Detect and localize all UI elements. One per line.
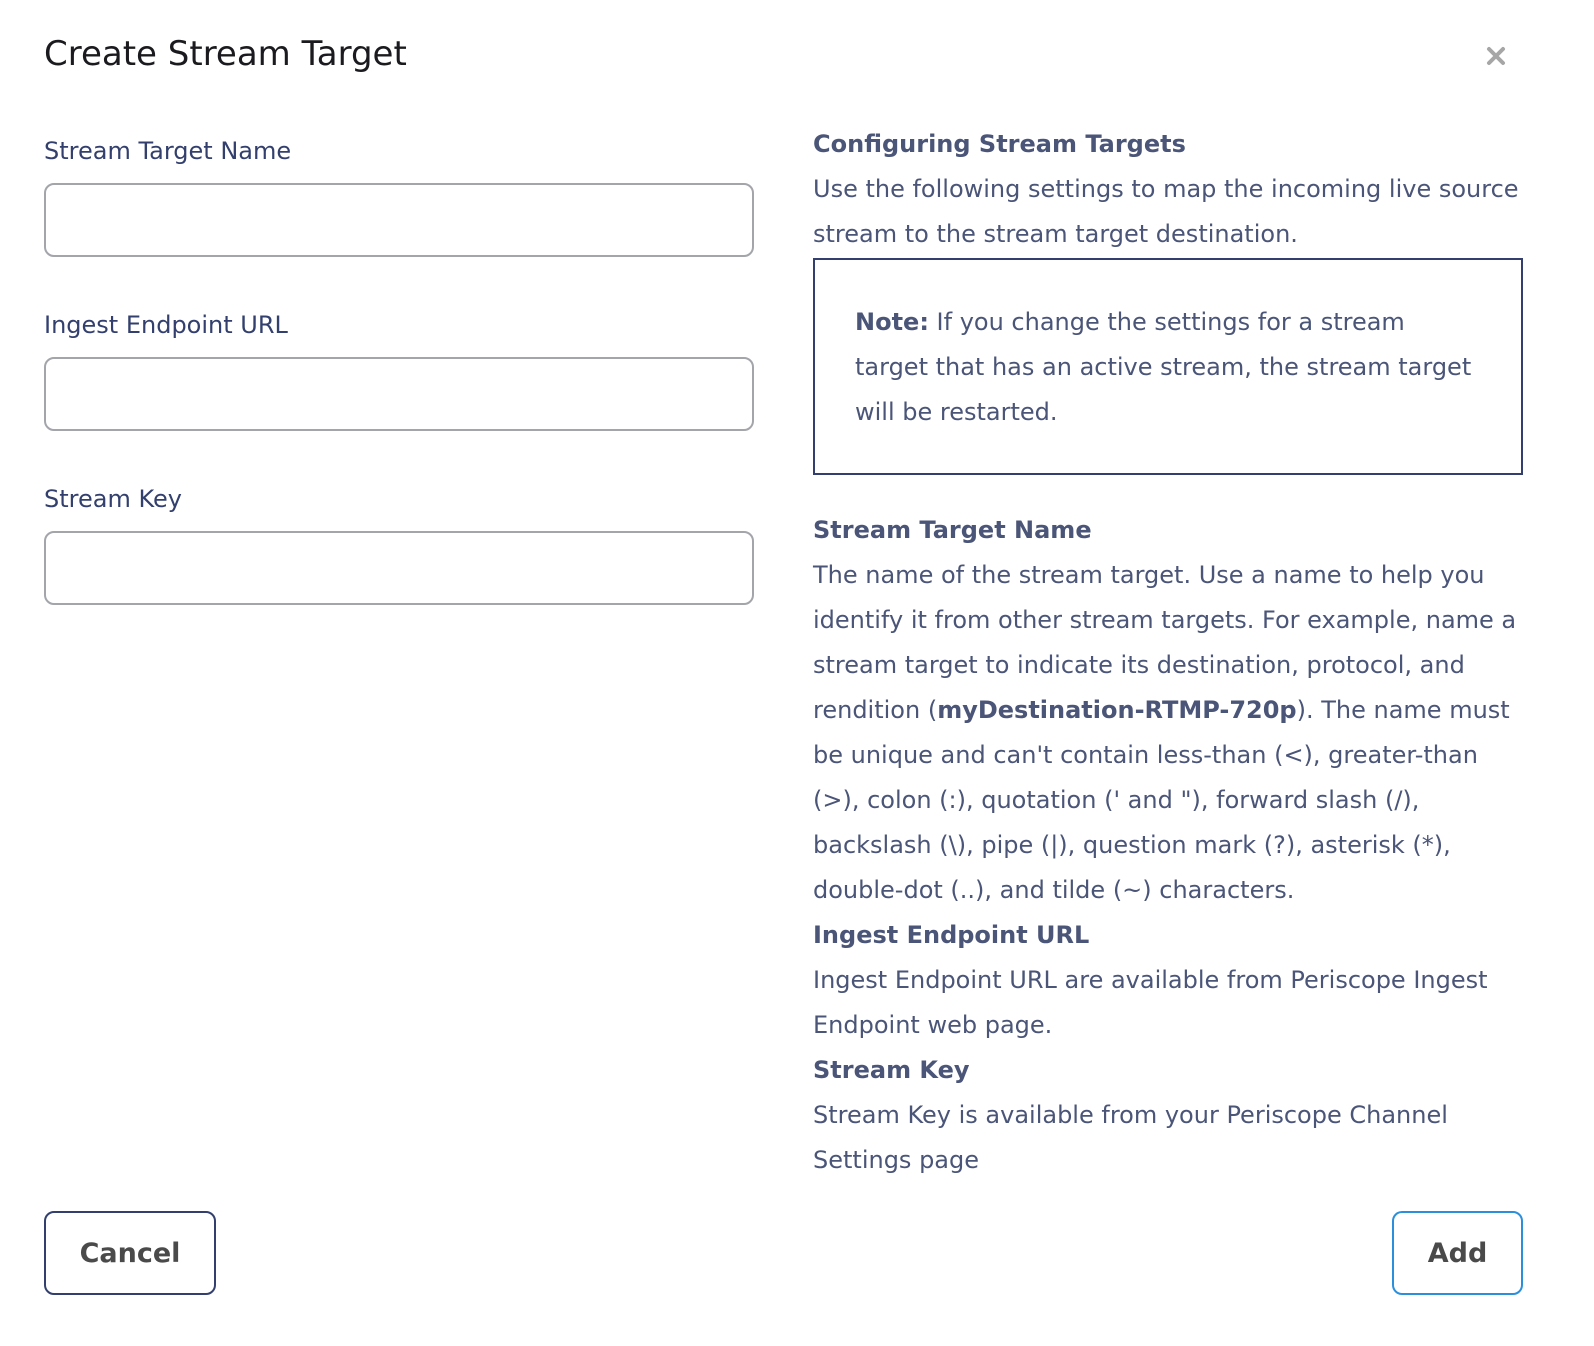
help-text-before: The name of the stream target. Use a name to help you identify it from other stream targets. For example, name a stream target to indicate its destination, protocol, and rendition ( [813, 561, 1517, 724]
ingest-endpoint-url-group [44, 308, 754, 431]
help-stream-key-heading: Stream Key [813, 1056, 970, 1084]
help-intro: Use the following settings to map the incoming live source stream to the stream target destination. [813, 175, 1519, 248]
form-column [44, 134, 754, 656]
stream-target-name-input[interactable] [44, 183, 754, 257]
stream-target-name-group [44, 134, 754, 257]
help-heading: Configuring Stream Targets [813, 130, 1186, 158]
note-label: Note: [855, 308, 929, 336]
help-ingest-endpoint-heading: Ingest Endpoint URL [813, 921, 1090, 949]
stream-target-name-label: Stream Target Name [44, 137, 292, 165]
help-panel [813, 122, 1525, 1183]
ingest-endpoint-url-input[interactable] [44, 357, 754, 431]
add-button[interactable]: Add [1392, 1211, 1523, 1295]
close-icon [1486, 46, 1506, 66]
note-text: If you change the settings for a stream target that has an active stream, the stream target will be restarted. [855, 308, 1472, 426]
ingest-endpoint-url-label: Ingest Endpoint URL [44, 311, 288, 339]
stream-key-group [44, 482, 754, 605]
note-box [813, 258, 1523, 475]
dialog-title: Create Stream Target [44, 34, 407, 74]
example-name: myDestination-RTMP-720p [937, 696, 1297, 724]
help-text-after: ). The name must be unique and can't contain less-than (<), greater-than (>), colon (:), quotation (' and "), forward slash (/), backslash (\), pipe (|), question mark (?), asterisk (*), double-dot (..), and tilde (~) characters. [813, 696, 1510, 904]
stream-key-input[interactable] [44, 531, 754, 605]
cancel-button[interactable]: Cancel [44, 1211, 216, 1295]
help-stream-target-name-heading: Stream Target Name [813, 516, 1092, 544]
stream-key-label: Stream Key [44, 485, 182, 513]
help-stream-target-name-text [813, 553, 1525, 913]
help-stream-key-text: Stream Key is available from your Periscope Channel Settings page [813, 1101, 1448, 1174]
help-ingest-endpoint-text: Ingest Endpoint URL are available from Periscope Ingest Endpoint web page. [813, 966, 1488, 1039]
close-button[interactable] [1478, 38, 1514, 74]
